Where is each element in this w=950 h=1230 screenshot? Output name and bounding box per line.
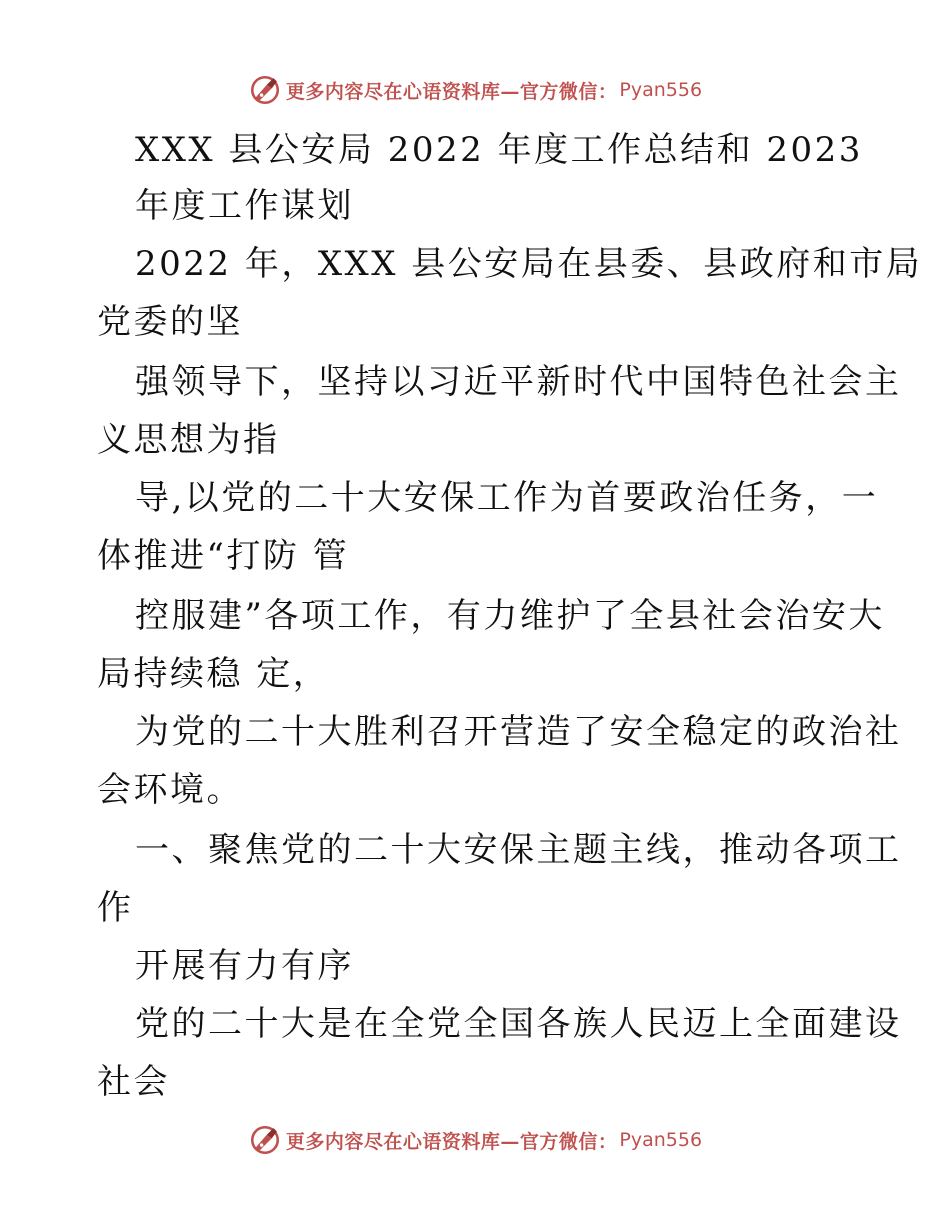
watermark-text: 更多内容尽在心语资料库—官方微信： <box>285 1130 618 1153</box>
paragraph-line: 局持续稳 定， <box>97 654 330 694</box>
section-heading-line: 开展有力有序 <box>135 946 354 986</box>
paragraph-line: 控服建”各项工作，有力维护了全县社会治安大 <box>135 596 885 636</box>
watermark-text: 更多内容尽在心语资料库—官方微信： <box>285 80 618 103</box>
header-watermark <box>0 70 950 110</box>
paragraph-line: 导,以党的二十大安保工作为首要政治任务，一 <box>135 478 879 518</box>
section-heading-line: 一、聚焦党的二十大安保主题主线，推动各项工 <box>135 830 902 870</box>
paragraph-line: 为党的二十大胜利召开营造了安全稳定的政治社 <box>135 712 902 752</box>
paragraph-line: 义思想为指 <box>97 420 280 460</box>
watermark-wechat-id: Pyan556 <box>619 79 703 101</box>
paragraph-line: 2022 年，XXX 县公安局在县委、县政府和市局 <box>135 244 923 284</box>
paragraph-line: 党的二十大是在全党全国各族人民迈上全面建设 <box>135 1004 902 1044</box>
watermark-wechat-id: Pyan556 <box>619 1129 703 1151</box>
paragraph-line: 社会 <box>97 1062 170 1102</box>
title-line-2: 年度工作谋划 <box>135 186 354 226</box>
section-heading-line: 作 <box>97 888 134 928</box>
title-line-1: XXX 县公安局 2022 年度工作总结和 2023 <box>135 130 863 170</box>
paragraph-line: 会环境。 <box>97 770 243 810</box>
paragraph-line: 体推进“打防 管 <box>97 536 350 576</box>
pen-nib-logo-icon <box>248 1123 282 1157</box>
paragraph-line: 党委的坚 <box>97 302 243 342</box>
footer-watermark <box>0 1120 950 1160</box>
paragraph-line: 强领导下，坚持以习近平新时代中国特色社会主 <box>135 362 902 402</box>
pen-nib-logo-icon <box>248 73 282 107</box>
